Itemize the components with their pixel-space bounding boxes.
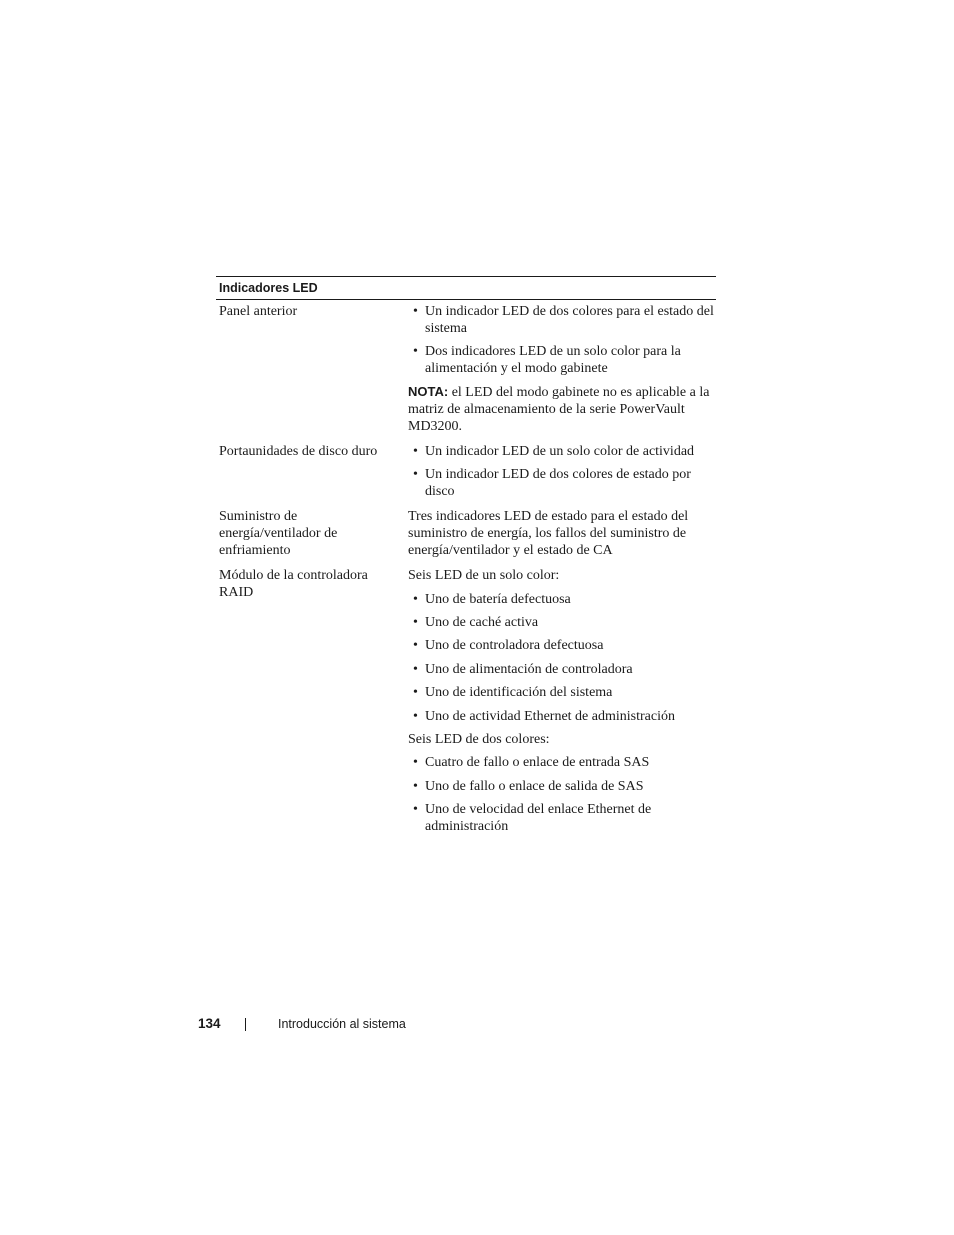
list-item: • Uno de velocidad del enlace Ethernet de administración xyxy=(408,801,716,835)
footer-section-title: Introducción al sistema xyxy=(278,1017,406,1031)
table-row xyxy=(216,508,716,559)
table-row xyxy=(216,567,716,835)
led-indicators-table xyxy=(216,276,716,835)
note-label: NOTA: xyxy=(408,384,449,399)
list-item: • Uno de identificación del sistema xyxy=(408,684,716,701)
list-item: • Cuatro de fallo o enlace de entrada SAS xyxy=(408,754,716,771)
row-content xyxy=(408,508,716,559)
list-item: • Uno de caché activa xyxy=(408,614,716,631)
row-content xyxy=(408,303,716,435)
list-item: • Uno de alimentación de controladora xyxy=(408,661,716,678)
list-intro: Seis LED de un solo color: xyxy=(408,568,560,583)
note-text: el LED del modo gabinete no es aplicable a la matriz de almacenamiento de la serie PowerVault MD3200. xyxy=(408,385,710,434)
list-item: • Uno de controladora defectuosa xyxy=(408,637,716,654)
table-row xyxy=(216,443,716,500)
list-item: • Uno de actividad Ethernet de administración xyxy=(408,708,716,725)
row-label: Portaunidades de disco duro xyxy=(219,444,378,459)
row-content xyxy=(408,567,716,835)
row-text: Tres indicadores LED de estado para el estado del suministro de energía, los fallos del suministro de energía/ventilador y el estado de CA xyxy=(408,509,689,558)
row-label: Panel anterior xyxy=(219,304,298,319)
row-label: Suministro de energía/ventilador de enfriamiento xyxy=(219,509,338,558)
list-item: • Uno de batería defectuosa xyxy=(408,591,716,608)
list-intro: Seis LED de dos colores: xyxy=(408,732,550,747)
list-item: • Uno de fallo o enlace de salida de SAS xyxy=(408,778,716,795)
row-label: Módulo de la controladora RAID xyxy=(219,568,368,600)
footer-divider xyxy=(245,1018,246,1031)
table-header: Indicadores LED xyxy=(216,276,716,300)
page-number: 134 xyxy=(198,1016,221,1031)
row-content xyxy=(408,443,716,500)
list-item: • Dos indicadores LED de un solo color para la alimentación y el modo gabinete xyxy=(408,343,716,377)
list-item: • Un indicador LED de dos colores para el estado del sistema xyxy=(408,303,716,337)
note xyxy=(408,383,716,435)
list-item: • Un indicador LED de dos colores de estado por disco xyxy=(408,466,716,500)
table-row xyxy=(216,303,716,435)
list-item: • Un indicador LED de un solo color de actividad xyxy=(408,443,716,460)
